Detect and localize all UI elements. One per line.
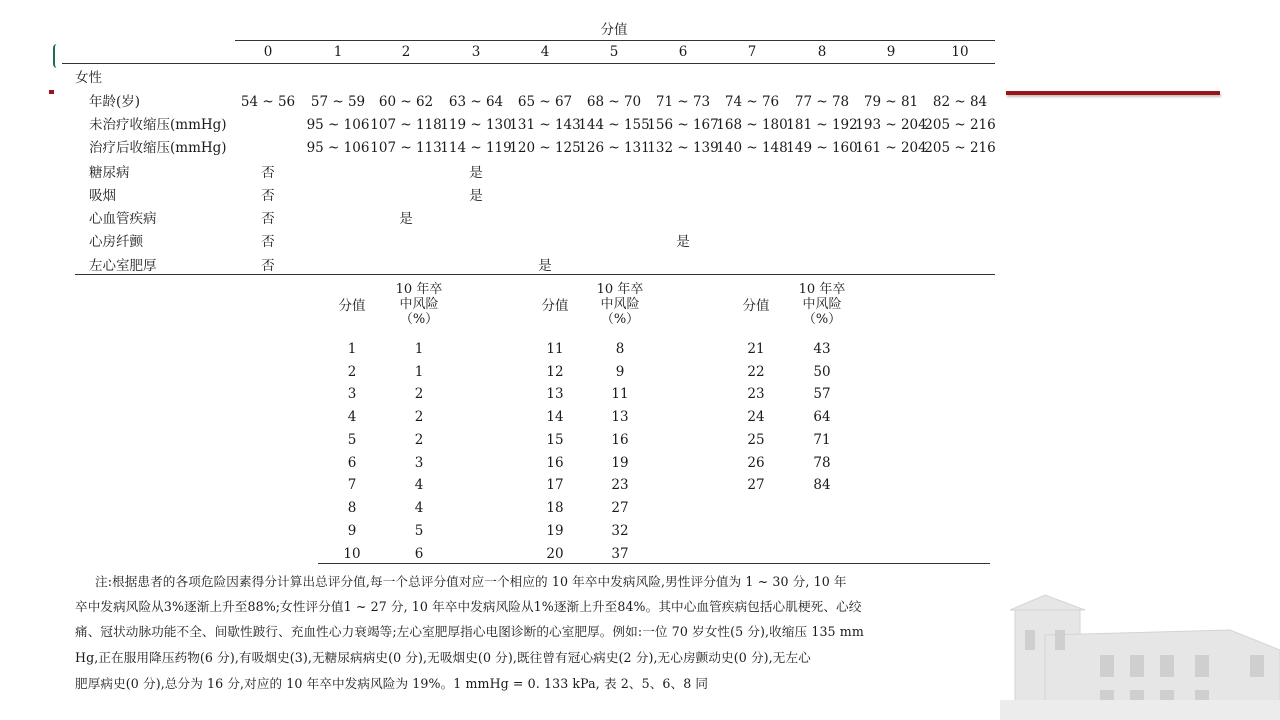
green-accent-mark	[53, 44, 59, 68]
risk-percent-cell: 9	[615, 364, 625, 380]
red-accent-square	[49, 90, 54, 94]
risk-percent-cell: 13	[611, 409, 629, 425]
table-cell: 168 ~ 180	[716, 117, 788, 133]
risk-score-cell: 2	[347, 364, 357, 380]
risk-percent-cell: 2	[414, 386, 424, 402]
risk-score-cell: 22	[747, 364, 765, 380]
risk-score-cell: 3	[347, 386, 357, 402]
risk-percent-cell: 1	[414, 364, 424, 380]
table-cell: 是	[538, 258, 552, 274]
table-cell: 131 ~ 143	[509, 117, 581, 133]
table-cell: 否	[261, 211, 275, 227]
risk-percent-cell: 84	[813, 477, 831, 493]
table-cell: 193 ~ 204	[855, 117, 927, 133]
risk-percent-cell: 19	[611, 455, 629, 471]
header-10yr-stroke-risk: 中风险	[399, 297, 439, 312]
table-cell: 57 ~ 59	[310, 94, 366, 110]
risk-score-cell: 6	[347, 455, 357, 471]
building-watermark	[1000, 590, 1280, 720]
risk-score-cell: 16	[546, 455, 564, 471]
column-header-score-7: 7	[747, 44, 757, 60]
column-header-score-1: 1	[333, 44, 343, 60]
table-cell: 107 ~ 118	[370, 117, 442, 133]
table-cell: 54 ~ 56	[240, 94, 296, 110]
header-10yr-stroke-risk: （%）	[399, 312, 439, 327]
risk-percent-cell: 2	[414, 409, 424, 425]
risk-score-cell: 15	[546, 432, 564, 448]
table-cell: 77 ~ 78	[794, 94, 850, 110]
table-cell: 否	[261, 165, 275, 181]
header-10yr-stroke-risk: （%）	[600, 312, 640, 327]
header-score: 分值	[541, 298, 569, 314]
table-cell: 181 ~ 192	[786, 117, 858, 133]
table-cell: 126 ~ 131	[578, 140, 650, 156]
risk-percent-cell: 6	[414, 546, 424, 562]
footnote-line: 卒中发病风险从3%逐渐上升至88%;女性评分值1 ~ 27 分, 10 年卒中发病风险从1%逐渐上升至84%。其中心血管疾病包括心肌梗死、心绞	[75, 599, 862, 614]
table-cell: 60 ~ 62	[378, 94, 434, 110]
footnote-line: 注:根据患者的各项危险因素得分计算出总评分值,每一个总评分值对应一个相应的 10 年卒中发病风险,男性评分值为 1 ~ 30 分, 10 年	[95, 574, 847, 589]
section-label-female: 女性	[75, 70, 102, 86]
column-header-score-4: 4	[540, 44, 550, 60]
footnote-line: 痛、冠状动脉功能不全、间歇性跛行、充血性心力衰竭等;左心室肥厚指心电图诊断的心室肥厚。例如:一位 70 岁女性(5 分),收缩压 135 mm	[75, 624, 864, 639]
column-header-score-10: 10	[951, 44, 969, 60]
table-cell: 是	[469, 188, 483, 204]
header-score: 分值	[338, 298, 366, 314]
table-cell: 68 ~ 70	[586, 94, 642, 110]
header-10yr-stroke-risk: 中风险	[802, 297, 842, 312]
risk-percent-cell: 27	[611, 500, 629, 516]
risk-percent-cell: 16	[611, 432, 629, 448]
risk-score-cell: 10	[343, 546, 361, 562]
header-10yr-stroke-risk: 10 年卒	[798, 282, 846, 297]
risk-score-cell: 26	[747, 455, 765, 471]
row-label: 糖尿病	[89, 165, 130, 181]
score-table-bottom-rule	[75, 274, 995, 275]
risk-score-cell: 19	[546, 523, 564, 539]
header-10yr-stroke-risk: 10 年卒	[596, 282, 644, 297]
risk-score-cell: 20	[546, 546, 564, 562]
column-header-score-8: 8	[817, 44, 827, 60]
risk-percent-cell: 4	[414, 500, 424, 516]
risk-score-cell: 1	[347, 341, 357, 357]
column-header-score-0: 0	[263, 44, 273, 60]
table-cell: 95 ~ 106	[306, 117, 370, 133]
table-cell: 205 ~ 216	[924, 140, 996, 156]
row-label: 未治疗收缩压(mmHg)	[89, 117, 227, 133]
table-cell: 是	[469, 165, 483, 181]
risk-percent-cell: 8	[615, 341, 625, 357]
row-label: 心房纤颤	[89, 234, 143, 250]
risk-percent-cell: 23	[611, 477, 629, 493]
risk-percent-cell: 78	[813, 455, 831, 471]
risk-score-cell: 13	[546, 386, 564, 402]
table-cell: 156 ~ 167	[647, 117, 719, 133]
table-cell: 119 ~ 130	[440, 117, 512, 133]
table-cell: 149 ~ 160	[786, 140, 858, 156]
table-cell: 161 ~ 204	[855, 140, 927, 156]
table-cell: 65 ~ 67	[517, 94, 573, 110]
table-cell: 否	[261, 258, 275, 274]
column-header-score-5: 5	[609, 44, 619, 60]
risk-score-cell: 23	[747, 386, 765, 402]
risk-score-cell: 25	[747, 432, 765, 448]
table-cell: 是	[676, 234, 690, 250]
footnote-line: Hg,正在服用降压药物(6 分),有吸烟史(3),无糖尿病病史(0 分),无吸烟史(0 分),既往曾有冠心病史(2 分),无心房颤动史(0 分),无左心	[75, 650, 811, 665]
table-cell: 114 ~ 119	[440, 140, 512, 156]
header-score: 分值	[742, 298, 770, 314]
header-group-rule	[235, 40, 995, 41]
column-header-score-3: 3	[471, 44, 481, 60]
table-cell: 79 ~ 81	[863, 94, 919, 110]
risk-score-cell: 9	[347, 523, 357, 539]
risk-percent-cell: 57	[813, 386, 831, 402]
table-cell: 140 ~ 148	[716, 140, 788, 156]
header-10yr-stroke-risk: 10 年卒	[395, 282, 443, 297]
row-label: 治疗后收缩压(mmHg)	[89, 140, 227, 156]
risk-score-cell: 18	[546, 500, 564, 516]
risk-score-cell: 8	[347, 500, 357, 516]
table-cell: 107 ~ 113	[370, 140, 442, 156]
risk-score-cell: 17	[546, 477, 564, 493]
risk-table-bottom-rule	[318, 563, 990, 564]
column-header-score-6: 6	[678, 44, 688, 60]
risk-percent-cell: 4	[414, 477, 424, 493]
table-cell: 否	[261, 188, 275, 204]
column-header-score-9: 9	[886, 44, 896, 60]
risk-percent-cell: 43	[813, 341, 831, 357]
table-cell: 205 ~ 216	[924, 117, 996, 133]
header-10yr-stroke-risk: 中风险	[600, 297, 640, 312]
risk-percent-cell: 3	[414, 455, 424, 471]
risk-percent-cell: 64	[813, 409, 831, 425]
table-cell: 74 ~ 76	[724, 94, 780, 110]
header-10yr-stroke-risk: （%）	[802, 312, 842, 327]
row-label: 左心室肥厚	[89, 258, 157, 274]
row-label: 心血管疾病	[89, 211, 157, 227]
table-cell: 63 ~ 64	[448, 94, 504, 110]
risk-score-cell: 14	[546, 409, 564, 425]
risk-percent-cell: 50	[813, 364, 831, 380]
risk-score-cell: 24	[747, 409, 765, 425]
table-cell: 否	[261, 234, 275, 250]
footnote-line: 肥厚病史(0 分),总分为 16 分,对应的 10 年卒中发病风险为 19%。1 mmHg = 0. 133 kPa, 表 2、5、6、8 同	[75, 676, 709, 691]
risk-score-cell: 11	[546, 341, 564, 357]
risk-percent-cell: 11	[611, 386, 629, 402]
risk-percent-cell: 1	[414, 341, 424, 357]
score-group-header: 分值	[600, 22, 628, 38]
risk-score-cell: 12	[546, 364, 564, 380]
table-cell: 82 ~ 84	[932, 94, 988, 110]
red-title-bar	[1006, 91, 1220, 95]
risk-percent-cell: 5	[414, 523, 424, 539]
row-label: 吸烟	[89, 188, 116, 204]
risk-score-cell: 4	[347, 409, 357, 425]
header-bottom-rule	[62, 63, 995, 64]
risk-percent-cell: 37	[611, 546, 629, 562]
table-cell: 是	[399, 211, 413, 227]
column-header-score-2: 2	[401, 44, 411, 60]
table-cell: 120 ~ 125	[509, 140, 581, 156]
risk-score-cell: 5	[347, 432, 357, 448]
risk-score-cell: 27	[747, 477, 765, 493]
row-label: 年龄(岁)	[89, 94, 141, 110]
table-cell: 71 ~ 73	[655, 94, 711, 110]
table-cell: 144 ~ 155	[578, 117, 650, 133]
table-cell: 132 ~ 139	[647, 140, 719, 156]
risk-score-cell: 7	[347, 477, 357, 493]
table-cell: 95 ~ 106	[306, 140, 370, 156]
risk-score-cell: 21	[747, 341, 765, 357]
risk-percent-cell: 2	[414, 432, 424, 448]
risk-percent-cell: 32	[611, 523, 629, 539]
risk-percent-cell: 71	[813, 432, 831, 448]
